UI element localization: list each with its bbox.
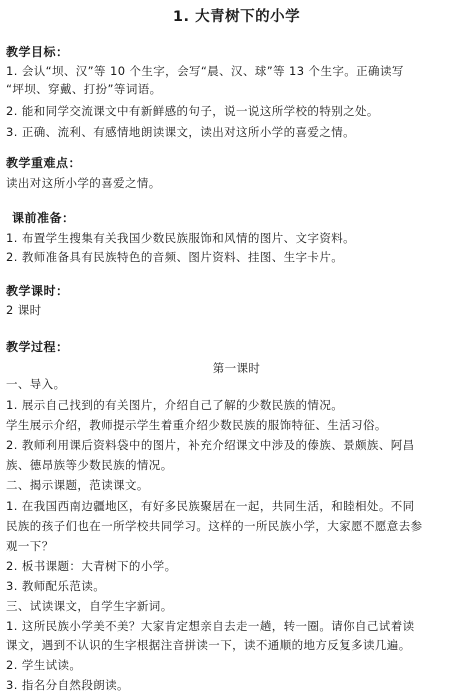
- prep-line-1: 1. 布置学生搜集有关我国少数民族服饰和风情的图片、文字资料。: [6, 231, 356, 245]
- process-line: 三、试读课文，自学生字新词。: [6, 599, 173, 613]
- process-line: 1. 这所民族小学美不美？大家肯定想亲自去走一趟，转一圈。请你自己试着读: [6, 619, 415, 633]
- prep-heading: 课前准备：: [12, 211, 75, 225]
- process-line: 1. 在我国西南边疆地区，有好多民族聚居在一起，共同生活，和睦相处。不同: [6, 499, 415, 513]
- goals-line-1: 1. 会认“坝、汉”等 10 个生字，会写“晨、汉、球”等 13 个生字。正确读写: [6, 64, 404, 78]
- hours-heading: 教学课时：: [6, 284, 69, 298]
- process-line: 族、德昂族等少数民族的情况。: [6, 458, 173, 472]
- process-line: 一、导入。: [6, 377, 66, 391]
- process-line: 民族的孩子们也在一所学校共同学习。这样的一所民族小学，大家愿不愿意去参: [6, 519, 423, 533]
- key-line-1: 读出对这所小学的喜爱之情。: [6, 176, 161, 190]
- process-line: 3. 教师配乐范读。: [6, 579, 106, 593]
- goals-line-3: 2. 能和同学交流课文中有新鲜感的句子，说一说这所学校的特别之处。: [6, 104, 379, 118]
- goals-line-4: 3. 正确、流利、有感情地朗读课文，读出对这所小学的喜爱之情。: [6, 125, 356, 139]
- prep-line-2: 2. 教师准备具有民族特色的音频、图片资料、挂图、生字卡片。: [6, 250, 344, 264]
- process-line: 学生展示介绍，教师提示学生着重介绍少数民族的服饰特征、生活习俗。: [6, 418, 387, 432]
- goals-line-2: “坪坝、穿戴、打扮”等词语。: [6, 82, 162, 96]
- hours-line-1: 2 课时: [6, 303, 42, 317]
- process-line: 3. 指名分自然段朗读。: [6, 678, 129, 692]
- process-line: 2. 学生试读。: [6, 658, 82, 672]
- document-title: 1. 大青树下的小学: [172, 9, 301, 25]
- process-line: 观一下？: [6, 539, 54, 553]
- goals-heading: 教学目标：: [6, 45, 69, 59]
- process-heading: 教学过程：: [6, 340, 69, 354]
- key-heading: 教学重难点：: [6, 156, 82, 170]
- first-lesson-title: 第一课时: [212, 361, 261, 375]
- process-line: 1. 展示自己找到的有关图片，介绍自己了解的少数民族的情况。: [6, 398, 344, 412]
- process-line: 课文，遇到不认识的生字根据注音拼读一下，读不通顺的地方反复多读几遍。: [6, 638, 411, 652]
- process-line: 2. 教师利用课后资料袋中的图片，补充介绍课文中涉及的傣族、景颇族、阿昌: [6, 438, 415, 452]
- process-line: 二、揭示课题，范读课文。: [6, 478, 149, 492]
- process-line: 2. 板书课题：大青树下的小学。: [6, 559, 177, 573]
